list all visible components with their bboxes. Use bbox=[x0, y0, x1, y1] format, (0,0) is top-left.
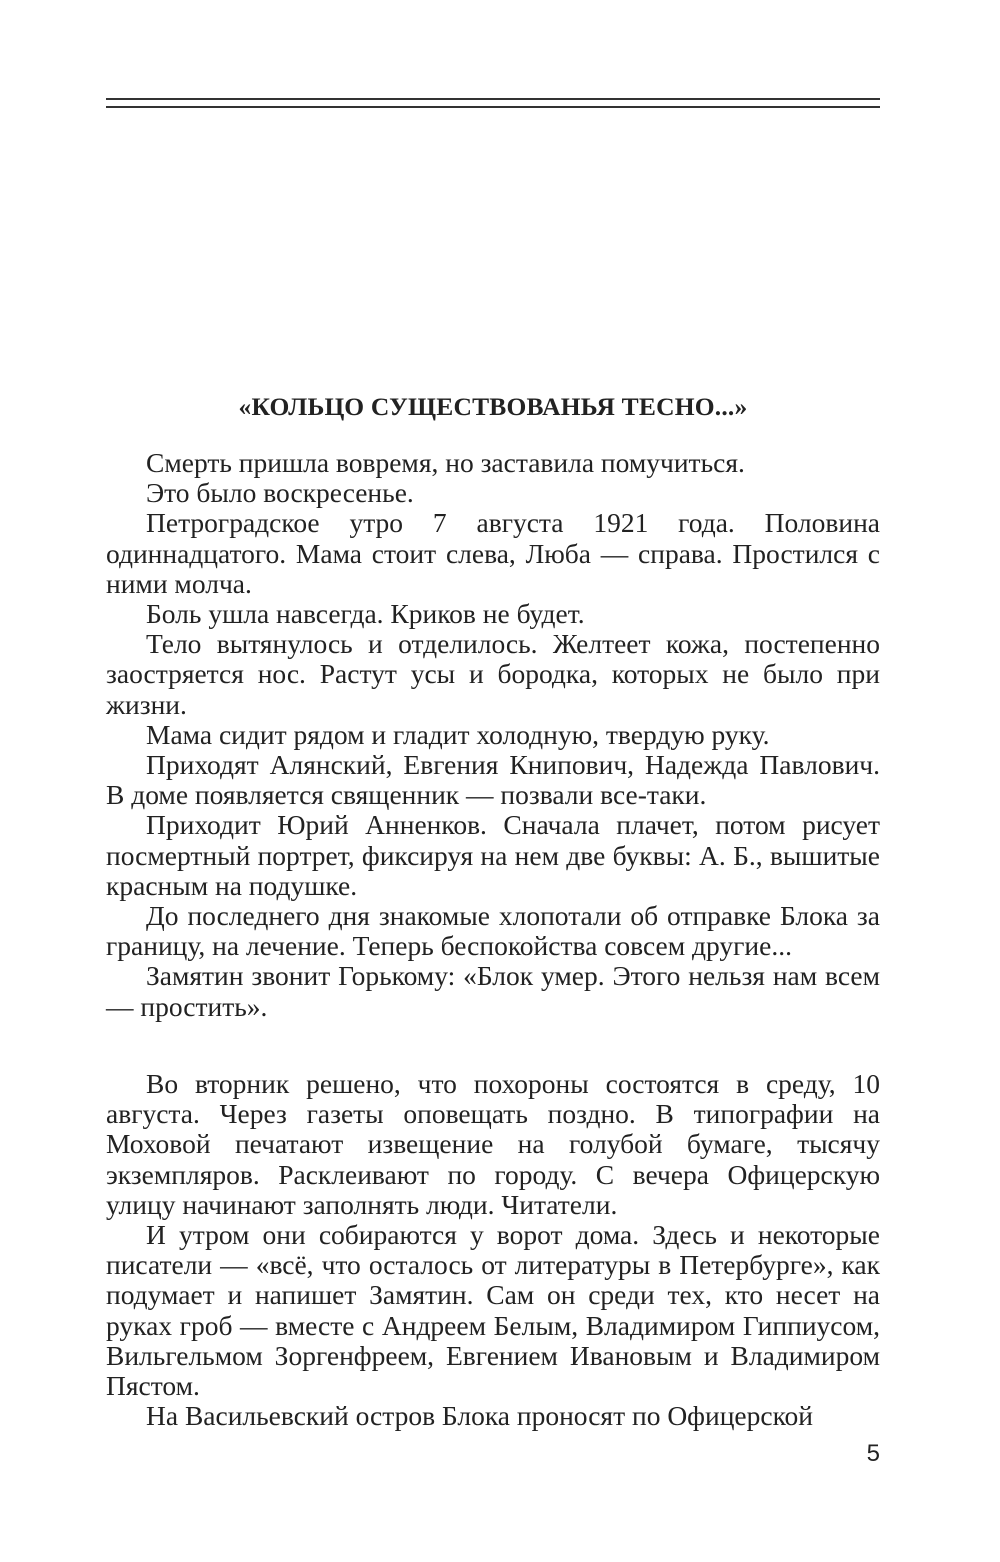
paragraph: И утром они собираются у ворот дома. Здесь и некоторые писатели — «всё, что осталось от литературы в Петербурге», как подумает и напишет Замятин. Сам он среди тех, кто несет на руках гроб — вместе с Андреем Белым, Владимиром Гиппиусом, Вильгельмом Зоргенфреем, Евгением Ивановым и Владимиром Пястом. bbox=[106, 1219, 880, 1402]
page-number: 5 bbox=[866, 1440, 880, 1467]
header-double-rule bbox=[106, 98, 880, 108]
paragraph: Во вторник решено, что похороны состоятся в среду, 10 августа. Через газеты оповещать поздно. В типографии на Моховой печатают извещение на голубой бумаге, тысячу экземпляров. Расклеивают по городу. С вечера Офицерскую улицу начинают заполнять люди. Читатели. bbox=[106, 1068, 880, 1220]
chapter-title: «КОЛЬЦО СУЩЕСТВОВАНЬЯ ТЕСНО...» bbox=[238, 392, 748, 421]
paragraph: Приходит Юрий Анненков. Сначала плачет, потом рисует посмертный портрет, фиксируя на нем две буквы: А. Б., вышитые красным на подушке. bbox=[106, 809, 880, 901]
paragraph: Замятин звонит Горькому: «Блок умер. Этого нельзя нам всем — простить». bbox=[106, 960, 880, 1022]
paragraph: Боль ушла навсегда. Криков не будет. bbox=[146, 598, 585, 630]
section-1-text bbox=[106, 448, 880, 1022]
paragraph: Мама сидит рядом и гладит холодную, твердую руку. bbox=[146, 718, 770, 750]
section-2-text bbox=[106, 1069, 880, 1431]
paragraph: Смерть пришла вовремя, но заставила помучиться. bbox=[146, 447, 745, 478]
paragraph: Петроградское утро 7 августа 1921 года. Половина одиннадцатого. Мама стоит слева, Люба — справа. Простился с ними молча. bbox=[106, 507, 880, 599]
paragraph: Приходят Алянский, Евгения Книпович, Надежда Павлович. В доме появляется священник — позвали все-таки. bbox=[106, 749, 880, 811]
paragraph: Тело вытянулось и отделилось. Желтеет кожа, постепенно заостряется нос. Растут усы и бородка, которых не было при жизни. bbox=[106, 628, 880, 720]
paragraph: Это было воскресенье. bbox=[146, 477, 414, 509]
paragraph: На Васильевский остров Блока проносят по Офицерской bbox=[146, 1400, 814, 1432]
paragraph: До последнего дня знакомые хлопотали об отправке Блока за границу, на лечение. Теперь беспокойства совсем другие... bbox=[106, 900, 880, 962]
